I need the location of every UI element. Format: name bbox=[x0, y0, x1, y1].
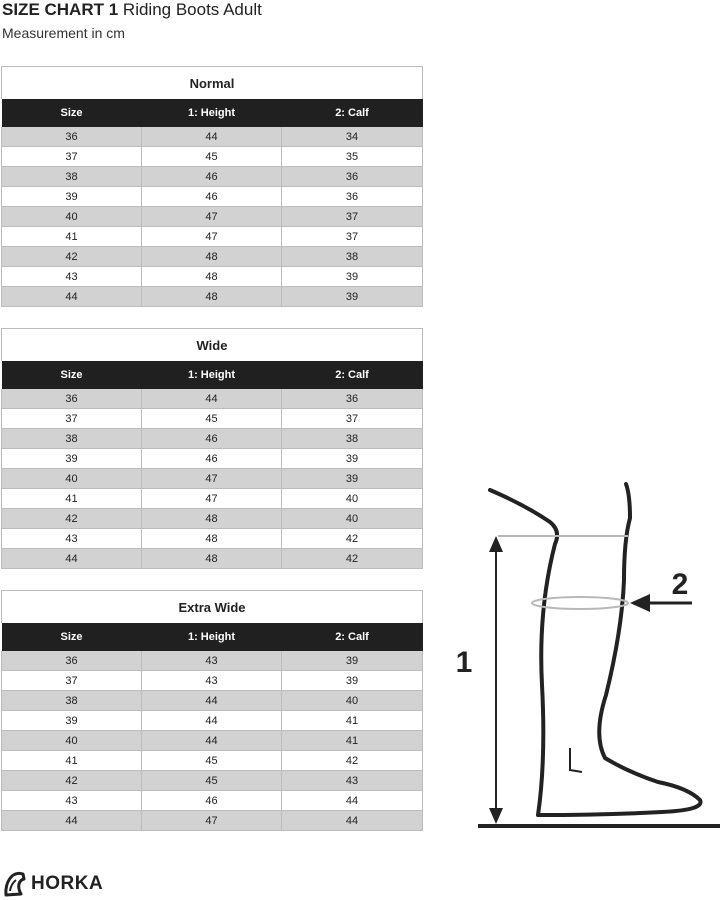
table-cell: 46 bbox=[142, 791, 282, 811]
table-header-row bbox=[2, 361, 423, 389]
table-cell: 36 bbox=[282, 389, 423, 409]
height-arrow-top bbox=[489, 536, 503, 552]
table-cell: 37 bbox=[282, 207, 423, 227]
table-row bbox=[2, 167, 423, 187]
column-header: Size bbox=[2, 361, 142, 389]
table-cell: 48 bbox=[142, 267, 282, 287]
table-cell: 47 bbox=[142, 811, 282, 831]
table-cell: 43 bbox=[142, 651, 282, 671]
table-cell: 39 bbox=[282, 287, 423, 307]
table-cell: 41 bbox=[282, 731, 423, 751]
size-table bbox=[1, 590, 423, 831]
table-row bbox=[2, 187, 423, 207]
table-cell: 42 bbox=[282, 549, 423, 569]
table-cell: 38 bbox=[282, 247, 423, 267]
table-row bbox=[2, 651, 423, 671]
column-header: 2: Calf bbox=[282, 623, 423, 651]
table-caption-row bbox=[2, 67, 423, 100]
table-caption-row bbox=[2, 591, 423, 624]
table-cell: 34 bbox=[282, 127, 423, 147]
table-row bbox=[2, 227, 423, 247]
height-label: 1 bbox=[455, 646, 473, 679]
table-cell: 37 bbox=[2, 147, 142, 167]
table-cell: 45 bbox=[142, 751, 282, 771]
table-cell: 36 bbox=[282, 187, 423, 207]
table-cell: 36 bbox=[282, 167, 423, 187]
table-cell: 43 bbox=[282, 771, 423, 791]
table-cell: 39 bbox=[282, 651, 423, 671]
table-cell: 39 bbox=[282, 267, 423, 287]
table-cell: 46 bbox=[142, 429, 282, 449]
table-cell: 44 bbox=[282, 811, 423, 831]
table-cell: 48 bbox=[142, 287, 282, 307]
table-cell: 36 bbox=[2, 389, 142, 409]
table-cell: 43 bbox=[142, 671, 282, 691]
table-cell: 42 bbox=[2, 771, 142, 791]
table-cell: 48 bbox=[142, 529, 282, 549]
table-cell: 44 bbox=[2, 549, 142, 569]
table-cell: 41 bbox=[282, 711, 423, 731]
table-row bbox=[2, 671, 423, 691]
table-row bbox=[2, 751, 423, 771]
brand-logo bbox=[2, 870, 103, 898]
page-subtitle: Measurement in cm bbox=[2, 25, 125, 41]
table-row bbox=[2, 207, 423, 227]
table-cell: 42 bbox=[282, 529, 423, 549]
table-cell: 43 bbox=[2, 529, 142, 549]
calf-label: 2 bbox=[671, 568, 689, 601]
table-cell: 44 bbox=[142, 711, 282, 731]
table-cell: 36 bbox=[2, 651, 142, 671]
title-rest: Riding Boots Adult bbox=[122, 0, 262, 19]
brand-name: HORKA bbox=[31, 873, 104, 894]
table-cell: 36 bbox=[2, 127, 142, 147]
calf-ring bbox=[532, 597, 628, 609]
horse-head-logo-icon bbox=[2, 871, 26, 897]
column-header: 1: Height bbox=[142, 623, 282, 651]
table-cell: 37 bbox=[282, 227, 423, 247]
table-cell: 42 bbox=[2, 509, 142, 529]
table-cell: 42 bbox=[282, 751, 423, 771]
table-cell: 39 bbox=[2, 187, 142, 207]
table-cell: 37 bbox=[2, 409, 142, 429]
table-row bbox=[2, 147, 423, 167]
table-cell: 39 bbox=[282, 449, 423, 469]
table-cell: 44 bbox=[142, 691, 282, 711]
table-row bbox=[2, 409, 423, 429]
table-row bbox=[2, 811, 423, 831]
column-header: 1: Height bbox=[142, 99, 282, 127]
column-header: 2: Calf bbox=[282, 361, 423, 389]
table-caption-row bbox=[2, 329, 423, 362]
table-cell: 44 bbox=[2, 287, 142, 307]
table-cell: 39 bbox=[2, 711, 142, 731]
table-header-row bbox=[2, 99, 423, 127]
table-cell: 44 bbox=[282, 791, 423, 811]
table-row bbox=[2, 509, 423, 529]
table-cell: 45 bbox=[142, 409, 282, 429]
column-header: Size bbox=[2, 623, 142, 651]
table-cell: 41 bbox=[2, 489, 142, 509]
table-cell: 47 bbox=[142, 489, 282, 509]
table-row bbox=[2, 267, 423, 287]
table-row bbox=[2, 469, 423, 489]
table-cell: 47 bbox=[142, 227, 282, 247]
table-header-row bbox=[2, 623, 423, 651]
table-cell: 48 bbox=[142, 549, 282, 569]
table-row bbox=[2, 771, 423, 791]
table-caption: Wide bbox=[2, 329, 423, 362]
table-cell: 46 bbox=[142, 167, 282, 187]
table-cell: 48 bbox=[142, 247, 282, 267]
table-row bbox=[2, 449, 423, 469]
table-cell: 44 bbox=[142, 127, 282, 147]
ankle-detail bbox=[570, 748, 582, 772]
table-cell: 47 bbox=[142, 469, 282, 489]
table-row bbox=[2, 731, 423, 751]
title-bold: SIZE CHART 1 bbox=[2, 0, 119, 19]
table-row bbox=[2, 529, 423, 549]
table-cell: 43 bbox=[2, 267, 142, 287]
table-cell: 47 bbox=[142, 207, 282, 227]
table-row bbox=[2, 127, 423, 147]
table-cell: 42 bbox=[2, 247, 142, 267]
table-row bbox=[2, 247, 423, 267]
size-table bbox=[1, 66, 423, 307]
column-header: 2: Calf bbox=[282, 99, 423, 127]
table-caption: Extra Wide bbox=[2, 591, 423, 624]
table-cell: 46 bbox=[142, 449, 282, 469]
calf-arrow-head bbox=[630, 594, 650, 612]
table-caption: Normal bbox=[2, 67, 423, 100]
table-cell: 44 bbox=[2, 811, 142, 831]
table-row bbox=[2, 791, 423, 811]
column-header: Size bbox=[2, 99, 142, 127]
table-cell: 37 bbox=[2, 671, 142, 691]
table-cell: 48 bbox=[142, 509, 282, 529]
table-row bbox=[2, 549, 423, 569]
table-cell: 40 bbox=[282, 509, 423, 529]
table-cell: 43 bbox=[2, 791, 142, 811]
table-row bbox=[2, 287, 423, 307]
column-header: 1: Height bbox=[142, 361, 282, 389]
table-cell: 38 bbox=[282, 429, 423, 449]
table-cell: 44 bbox=[142, 389, 282, 409]
table-cell: 45 bbox=[142, 147, 282, 167]
page-title bbox=[2, 0, 262, 20]
table-cell: 44 bbox=[142, 731, 282, 751]
size-table bbox=[1, 328, 423, 569]
boot-measurement-diagram bbox=[430, 470, 720, 832]
table-cell: 38 bbox=[2, 691, 142, 711]
table-cell: 39 bbox=[282, 469, 423, 489]
table-cell: 39 bbox=[282, 671, 423, 691]
table-cell: 45 bbox=[142, 771, 282, 791]
table-row bbox=[2, 429, 423, 449]
table-row bbox=[2, 489, 423, 509]
table-cell: 40 bbox=[2, 469, 142, 489]
table-cell: 40 bbox=[282, 691, 423, 711]
table-cell: 41 bbox=[2, 751, 142, 771]
table-cell: 46 bbox=[142, 187, 282, 207]
table-cell: 38 bbox=[2, 167, 142, 187]
table-row bbox=[2, 389, 423, 409]
table-cell: 37 bbox=[282, 409, 423, 429]
table-cell: 40 bbox=[2, 207, 142, 227]
table-cell: 38 bbox=[2, 429, 142, 449]
boot-outline bbox=[490, 484, 701, 815]
table-cell: 40 bbox=[282, 489, 423, 509]
table-row bbox=[2, 691, 423, 711]
table-cell: 39 bbox=[2, 449, 142, 469]
table-cell: 40 bbox=[2, 731, 142, 751]
height-arrow-bottom bbox=[489, 808, 503, 824]
table-row bbox=[2, 711, 423, 731]
table-cell: 41 bbox=[2, 227, 142, 247]
table-cell: 35 bbox=[282, 147, 423, 167]
